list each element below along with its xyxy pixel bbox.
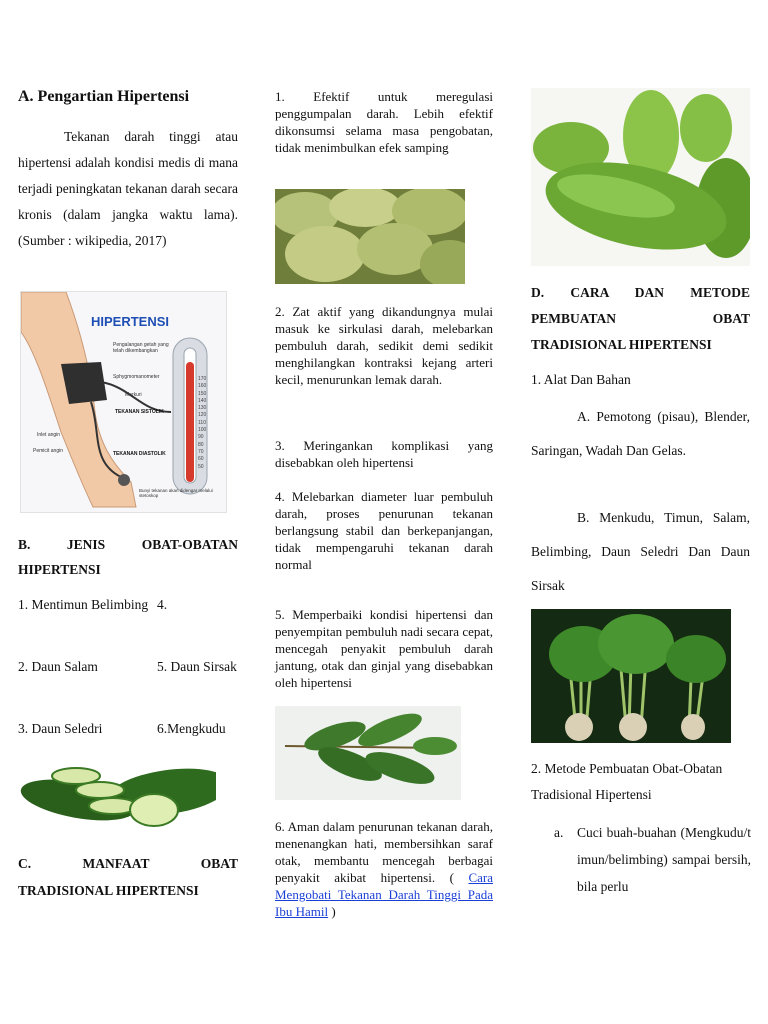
bahan-b: B. Menkudu, Timun, Salam, Belimbing, Daun Seledri Dan Daun Sirsak (531, 510, 750, 593)
hypertension-illustration (20, 291, 227, 513)
gauge-tick-label: 110 (198, 419, 206, 426)
item-6 (275, 818, 493, 920)
gauge-tick-label: 90 (198, 434, 204, 441)
list-b (18, 593, 240, 741)
gauge-tick-label: 160 (198, 383, 207, 390)
gauge-tick-label: 150 (198, 390, 207, 397)
gauge-tick-label: 70 (198, 448, 204, 455)
list-item: 5. Daun Sirsak (157, 659, 237, 674)
item-2: 2. Zat aktif yang dikandungnya mulai masuk ke sirkulasi darah, melebarkan pembuluh darah, sedikit demi sedikit menghilangkan kontraksi kejang arteri kecil, menurunkan lemak darah. (275, 304, 493, 387)
heading-a: A. Pengartian Hipertensi (18, 88, 190, 105)
list-item: 3. Daun Seledri (18, 721, 103, 736)
gauge-tick-label: 170 (198, 376, 207, 382)
noni-fruit-image (275, 189, 465, 284)
list-row (18, 655, 240, 717)
gauge-tick-label: 140 (198, 397, 207, 404)
gauge-scale (198, 376, 218, 471)
list-item: 6.Mengkudu (157, 721, 226, 736)
heading-d: D. CARA DAN METODE PEMBUATAN OBAT TRADISIONAL HIPERTENSI (531, 285, 750, 352)
list-item: 1. Mentimun Belimbing (18, 597, 149, 612)
item-6-link[interactable]: Cara Mengobati Tekanan Darah Tinggi Pada Ibu Hamil (275, 870, 494, 919)
starfruit-image (531, 88, 750, 266)
item-5: 5. Memperbaiki kondisi hipertensi dan penyempitan pembuluh nadi secara cepat, mencegah penyakit pembuluh darah jantung, otak dan ginjal yang disebabkan oleh hipertensi (275, 607, 493, 690)
list-row (18, 593, 240, 655)
step-a-marker: a. (554, 825, 564, 840)
chart-title: HIPERTENSI (91, 314, 170, 329)
gauge-tick-label: 100 (198, 427, 207, 434)
list-item: 2. Daun Salam (18, 659, 98, 674)
sub-2: 2. Metode Pembuatan Obat-Obatan Tradisional Hipertensi (531, 761, 723, 802)
heading-b: B. JENIS OBAT-OBATAN HIPERTENSI (18, 537, 238, 577)
label-pengalangan: Pengalangan getah yang telah dikembangkan (113, 342, 169, 354)
step-a: Cuci buah-buahan (Mengkudu/timun/belimbing) sampai bersih, bila perlu (577, 825, 751, 894)
gauge-tick-label: 130 (198, 405, 207, 412)
label-diastolik: TEKANAN DIASTOLIK (113, 451, 166, 457)
heading-c: C. MANFAAT OBAT TRADISIONAL HIPERTENSI (18, 856, 238, 898)
gauge-tick-label: 120 (198, 412, 207, 419)
gauge-tick-label: 80 (198, 441, 204, 448)
label-bunyi: Bunyi tekanan akan didengar melalui stetoskop (139, 488, 213, 498)
soursop-leaves-image (275, 706, 461, 800)
label-sphygmomanometer: Sphygmomanometer (113, 374, 160, 380)
list-row (18, 717, 240, 741)
gauge-tick-label: 60 (198, 456, 204, 463)
item-3: 3. Meringankan komplikasi yang disebabkan oleh hipertensi (275, 438, 493, 470)
label-sistolik: TEKANAN SISTOLIK (115, 409, 164, 415)
gauge-tick-label: 50 (198, 463, 204, 470)
label-pemicit: Pemicit angin (33, 448, 64, 454)
sub-1: 1. Alat Dan Bahan (531, 372, 631, 387)
item-6-text: 6. Aman dalam penurunan tekanan darah, menenangkan hati, membersihkan saraf otak, membantu mencegah berbagai penyakit akibat hipertensi. ( (275, 819, 493, 885)
list-item: 4. (157, 597, 168, 612)
alat-a: A. Pemotong (pisau), Blender, Saringan, Wadah Dan Gelas. (531, 409, 750, 458)
para-a: Tekanan darah tinggi atau hipertensi adalah kondisi medis di mana terjadi peningkatan tekanan darah secara kronis (dalam jangka waktu lama). (Sumber : wikipedia, 2017) (18, 129, 238, 248)
label-merkuri: Merkuri (125, 392, 142, 398)
label-inlet: Inlet angin (37, 432, 61, 438)
item-1: 1. Efektif untuk meregulasi penggumpalan darah. Lebih efektif dikonsumsi selama masa pengobatan, tidak menimbulkan efek samping (275, 89, 493, 155)
item-4: 4. Melebarkan diameter luar pembuluh darah, proses penurunan tekanan berlangsung stabil dan berkepanjangan, tidak mempengaruhi tekanan darah normal (275, 489, 493, 572)
cucumber-image (18, 760, 216, 836)
item-6-end: ) (331, 904, 336, 919)
celery-image (531, 609, 731, 743)
